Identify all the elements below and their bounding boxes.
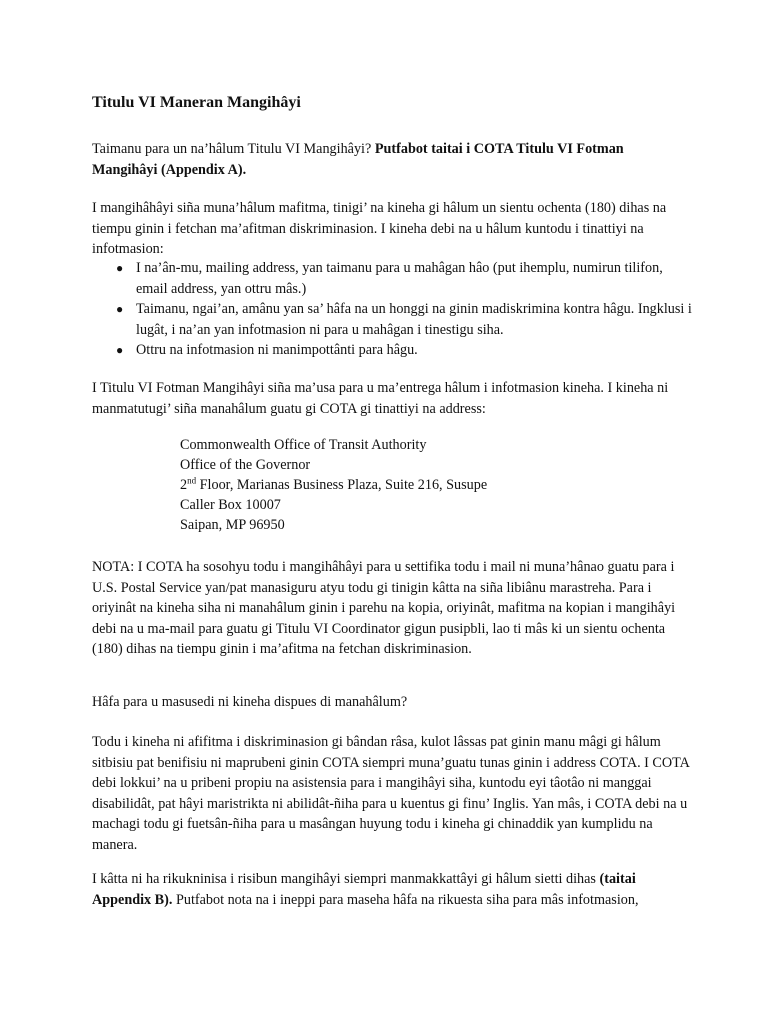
address-line: Commonwealth Office of Transit Authority [180, 437, 427, 453]
list-item [92, 258, 692, 299]
page-title: Titulu VI Maneran Mangihâyi [92, 94, 301, 111]
intro-bold-text: Putfabot taitai i COTA Titulu VI Fotman Mangihâyi (Appendix A). [92, 141, 624, 178]
mailing-address-block [180, 435, 487, 535]
address-line: Saipan, MP 96950 [180, 517, 285, 533]
list-item-text: Taimanu, ngai’an, amânu yan sa’ hâfa na un honggi na ginin madiskrimina kontra hâgu. Ingklusi i lugât, i na’an yan infotmasion ni para u mahâgan i tinestigu siha. [136, 301, 692, 338]
acknowledgement-paragraph: I kâtta ni ha rikukninisa i risibun mangihâyi siempri manmakkattâyi gi hâlum sietti dihas (taitai Appendix B). Putfabot nota na i ineppi para maseha hâfa na rikuesta siha para mâs infotmasion, [92, 871, 639, 908]
bullet-icon: ● [116, 261, 124, 275]
requirements-list [92, 258, 692, 361]
intro-text: Taimanu para un na’hâlum Titulu VI Mangihâyi? [92, 141, 375, 157]
list-item-text: I na’ân-mu, mailing address, yan taimanu para u mahâgan hâo (put ihemplu, numirun tilifon, email address, yan ottru mâs.) [136, 260, 663, 297]
bullet-icon: ● [116, 343, 124, 357]
form-usage-paragraph: I Titulu VI Fotman Mangihâyi siña ma’usa para u ma’entrega hâlum i infotmasion kineha. I kineha ni manmatutugi’ siña manahâlum guatu gi COTA gi tinattiyi na address: [92, 380, 669, 417]
list-item-text: Ottru na infotmasion ni manimpottânti para hâgu. [136, 342, 418, 358]
process-paragraph: Todu i kineha ni afifitma i diskriminasion gi bândan râsa, kulot lâssas pat ginin manu mâgi gi hâlum sitbisiu pat benifisiu ni maprubeni ginin COTA siempri muna’guatu tunas ginin i address COTA. I COTA debi lokkui’ na u pribeni propiu na asistensia para i mangihâyi siha, kuntodu eyi tâotâo ni manggai disabilidât, pat hâyi maristrikta ni abilidât-ñiha para u kuentus gi finu’ Inglis. Yan mâs, i COTA debi na u machagi todu gi fuetsân-ñiha para u masângan huyung todu i kineha gi chinaddik yan kumplidu na manera. [92, 734, 690, 853]
question-heading: Hâfa para u masusedi ni kineha dispues di manahâlum? [92, 694, 408, 710]
note-paragraph: NOTA: I COTA ha sosohyu todu i mangihâhâyi para u settifika todu i mail ni muna’hânao guatu para i U.S. Postal Service yan/pat manasiguru atyu todu gi tinigin kâtta na siña libiânu marastreha. Para i oriyinât na kineha siha ni manahâlum ginin i parehu na kopia, oriyinât, mafitma na kopian i mangihâyi debi na u ma-mail para guatu gi Titulu VI Coordinator gigun pusipbli, lao ti mâs ki un sientu ochenta (180) dihas na tiempu ginin i ma’afitma na fetchan diskriminasion. [92, 559, 676, 657]
address-line: Office of the Governor [180, 457, 311, 473]
address-line: Caller Box 10007 [180, 497, 281, 513]
appendix-b-reference: (taitai Appendix B). [92, 871, 636, 908]
address-line: 2nd Floor, Marianas Business Plaza, Suite 216, Susupe [180, 475, 488, 493]
list-item [92, 340, 692, 361]
complaint-requirements-paragraph: I mangihâhâyi siña muna’hâlum mafitma, tinigi’ na kineha gi hâlum un sientu ochenta (180) dihas na tiempu ginin i fetchan ma’afitman diskriminasion. I kineha debi na u hâlum kuntodu i tinattiyi na infotmasion: [92, 200, 667, 257]
bullet-icon: ● [116, 302, 124, 316]
list-item [92, 299, 692, 340]
intro-paragraph [92, 139, 692, 180]
